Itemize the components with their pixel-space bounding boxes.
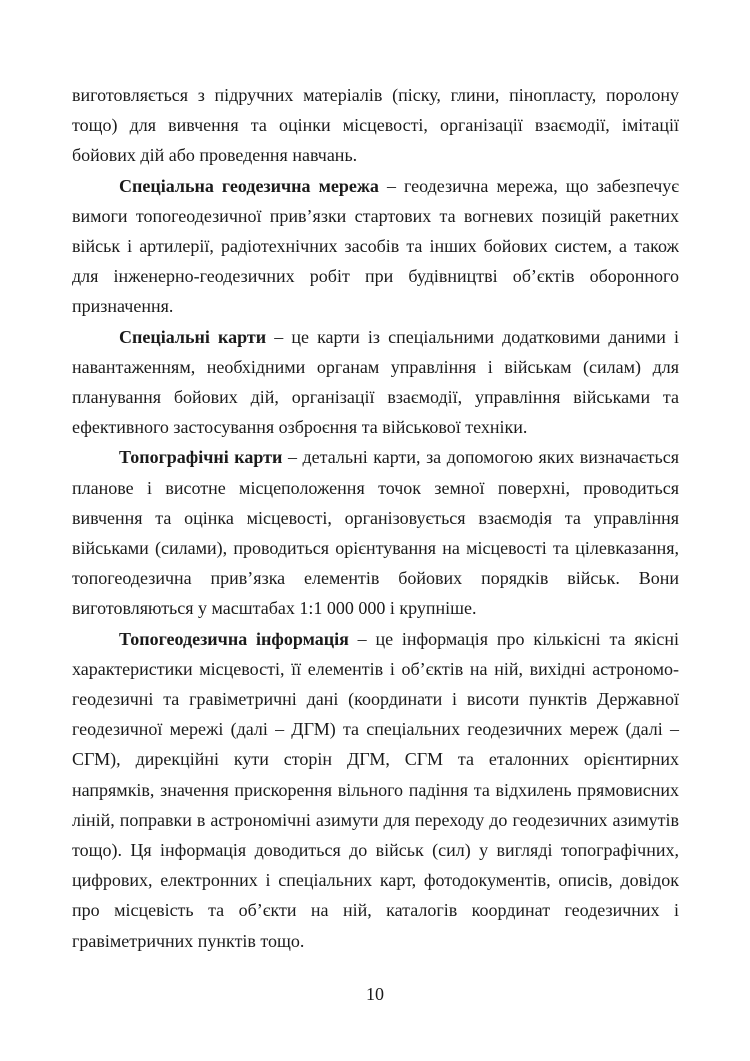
paragraph-continuation	[72, 80, 679, 171]
definition-text: – геодезична мережа, що забезпечує вимоги топогеодезичної прив’язки стартових та вогневих позицій ракетних військ і артилерії, радіотехнічних засобів та інших бойових систем, а також для інженерно-геодезичних робіт при будівництві об’єктів оборонного призначення.	[72, 175, 679, 317]
definition-topographic-maps	[72, 442, 679, 623]
definition-special-geodetic-network	[72, 171, 679, 322]
paragraph-text: виготовляється з підручних матеріалів (піску, глини, пінопласту, поролону тощо) для вивчення та оцінки місцевості, організації взаємодії, імітації бойових дій або проведення навчань.	[72, 85, 679, 166]
definition-term: Топографічні карти	[119, 447, 283, 468]
definition-term: Спеціальні карти	[119, 326, 267, 347]
definition-special-maps	[72, 322, 679, 443]
definition-text: – детальні карти, за допомогою яких визначається планове і висотне місцеположення точок земної поверхні, проводиться вивчення та оцінка місцевості, організовується взаємодія та управління військами (силами), проводиться орієнтування на місцевості та цілевказання, топогеодезична прив’язка елементів бойових порядків військ. Вони виготовляються у масштабах 1:1 000 000 і крупніше.	[72, 447, 679, 619]
document-page	[72, 80, 679, 956]
definition-term: Спеціальна геодезична мережа	[119, 175, 379, 196]
page-number: 10	[366, 984, 384, 1004]
definition-term: Топогеодезична інформація	[119, 628, 349, 649]
definition-text: – це інформація про кількісні та якісні характеристики місцевості, її елементів і об’єктів на ній, вихідні астрономо-геодезичні та гравіметричні дані (координати і висоти пунктів Державної геодезичної мережі (далі – ДГМ) та спеціальних геодезичних мереж (далі – СГМ), дирекційні кути сторін ДГМ, СГМ та еталонних орієнтирних напрямків, значення прискорення вільного падіння та відхилень прямовисних ліній, поправки в астрономічні азимути для переходу до геодезичних азимутів тощо). Ця інформація доводиться до військ (сил) у вигляді топографічних, цифрових, електронних і спеціальних карт, фотодокументів, описів, довідок про місцевість та об’єкти на ній, каталогів координат геодезичних і гравіметричних пунктів тощо.	[72, 628, 679, 951]
definition-text: – це карти із спеціальними додатковими даними і навантаженням, необхідними органам управління і військам (силам) для планування бойових дій, організації взаємодії, управління військами та ефективного застосування озброєння та військової техніки.	[72, 326, 679, 438]
definition-topogeodetic-information	[72, 624, 679, 956]
